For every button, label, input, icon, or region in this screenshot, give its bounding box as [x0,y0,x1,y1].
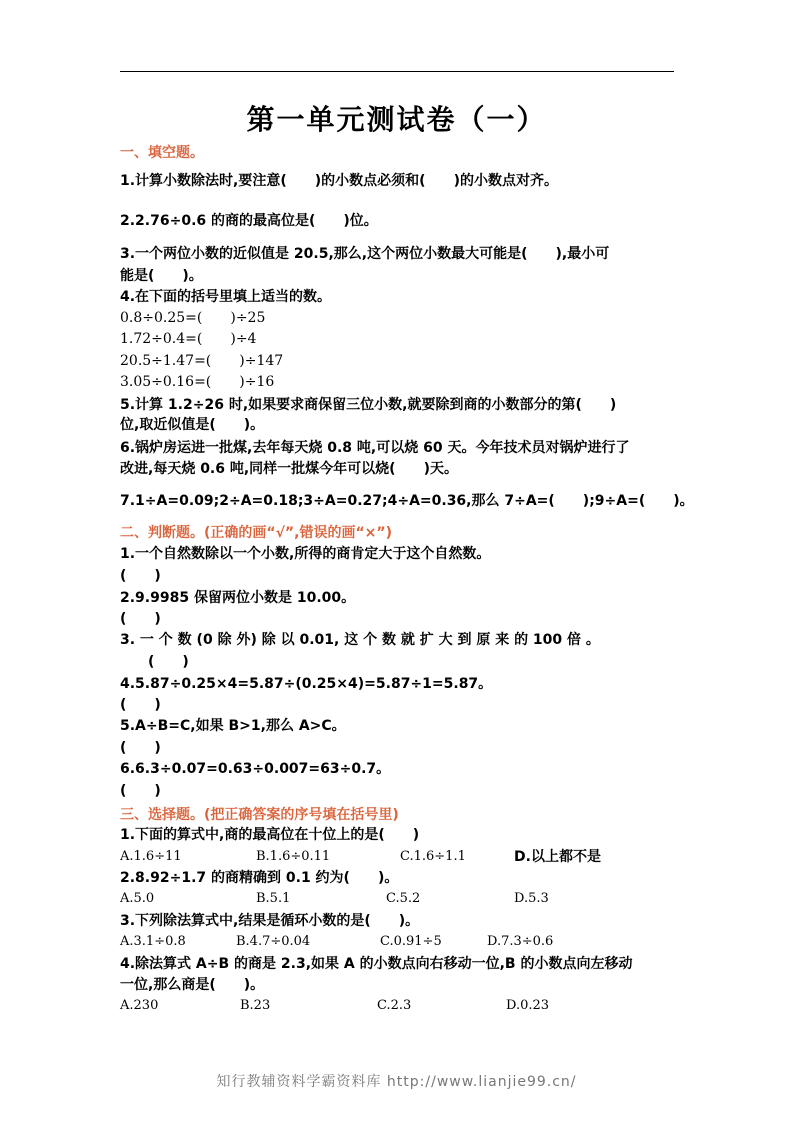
fill-q5-line1: 5.计算 1.2÷26 时,如果要求商保留三位小数,就要除到商的小数部分的第( ) [120,397,617,413]
header-rule [120,71,674,72]
fill-q2: 2.2.76÷0.6 的商的最高位是( )位。 [120,213,378,229]
judge-q1: 1.一个自然数除以一个小数,所得的商肯定大于这个自然数。 [120,546,491,562]
footer-watermark: 知行教辅资料学霸资料库 http://www.lianjie99.cn/ [216,1074,577,1090]
choice-q2-option-d: D.5.3 [514,891,549,906]
choice-q3: 3.下列除法算式中,结果是循环小数的是( )。 [120,913,420,929]
choice-q4-option-a: A.230 [120,998,159,1013]
choice-q4-line1: 4.除法算式 A÷B 的商是 2.3,如果 A 的小数点向右移动一位,B 的小数点向左移动 [120,956,633,972]
judge-q4-answer: ( ) [120,697,161,713]
judge-q3: 3. 一 个 数 (0 除 外) 除 以 0.01, 这 个 数 就 扩 大 到 原 来 的 100 倍 。 [120,632,600,648]
choice-q3-option-d: D.7.3÷0.6 [487,934,554,949]
section-fill-heading: 一、填空题。 [120,145,204,161]
judge-q6-answer: ( ) [120,783,161,799]
judge-q2-answer: ( ) [120,611,161,627]
fill-q4-item3: 20.5÷1.47=( )÷147 [120,353,284,369]
judge-q6: 6.6.3÷0.07=0.63÷0.007=63÷0.7。 [120,761,391,777]
choice-q3-option-c: C.0.91÷5 [380,934,442,949]
fill-q3-line1: 3.一个两位小数的近似值是 20.5,那么,这个两位小数最大可能是( ),最小可 [120,246,610,262]
fill-q5-line2: 位,取近似值是( )。 [120,417,265,433]
choice-q4-option-c: C.2.3 [377,998,412,1013]
choice-q1-option-b: B.1.6÷0.11 [256,849,331,864]
choice-q2: 2.8.92÷1.7 的商精确到 0.1 约为( )。 [120,870,399,886]
fill-q7: 7.1÷A=0.09;2÷A=0.18;3÷A=0.27;4÷A=0.36,那么 7÷A=( );9÷A=( )。 [120,493,694,509]
section-judge-heading: 二、判断题。(正确的画“√”,错误的画“×”) [120,525,392,541]
fill-q6-line2: 改进,每天烧 0.6 吨,同样一批煤今年可以烧( )天。 [120,461,458,477]
judge-q3-answer: ( ) [148,654,189,670]
judge-q2: 2.9.9985 保留两位小数是 10.00。 [120,590,356,606]
choice-q1-option-d: D.以上都不是 [514,849,601,865]
section-choice-heading: 三、选择题。(把正确答案的序号填在括号里) [120,807,399,823]
fill-q3-line2: 能是( )。 [120,268,203,284]
choice-q1-option-a: A.1.6÷11 [120,849,182,864]
fill-q4-item4: 3.05÷0.16=( )÷16 [120,374,275,390]
judge-q5-answer: ( ) [120,740,161,756]
choice-q4-line2: 一位,那么商是( )。 [120,977,265,993]
page-title: 第一单元测试卷（一） [246,103,547,136]
choice-q1-option-c: C.1.6÷1.1 [400,849,466,864]
choice-q2-option-a: A.5.0 [120,891,155,906]
choice-q3-option-a: A.3.1÷0.8 [120,934,186,949]
choice-q4-option-b: B.23 [240,998,271,1013]
judge-q4: 4.5.87÷0.25×4=5.87÷(0.25×4)=5.87÷1=5.87。 [120,676,493,692]
choice-q1: 1.下面的算式中,商的最高位在十位上的是( ) [120,827,420,843]
choice-q2-option-b: B.5.1 [256,891,291,906]
fill-q4: 4.在下面的括号里填上适当的数。 [120,289,332,305]
fill-q6-line1: 6.锅炉房运进一批煤,去年每天烧 0.8 吨,可以烧 60 天。今年技术员对锅炉进行了 [120,440,630,456]
fill-q4-item2: 1.72÷0.4=( )÷4 [120,331,257,347]
judge-q1-answer: ( ) [120,568,161,584]
fill-q4-item1: 0.8÷0.25=( )÷25 [120,310,266,326]
choice-q2-option-c: C.5.2 [386,891,421,906]
choice-q4-option-d: D.0.23 [506,998,550,1013]
choice-q3-option-b: B.4.7÷0.04 [236,934,311,949]
fill-q1: 1.计算小数除法时,要注意( )的小数点必须和( )的小数点对齐。 [120,173,558,189]
judge-q5: 5.A÷B=C,如果 B>1,那么 A>C。 [120,718,346,734]
